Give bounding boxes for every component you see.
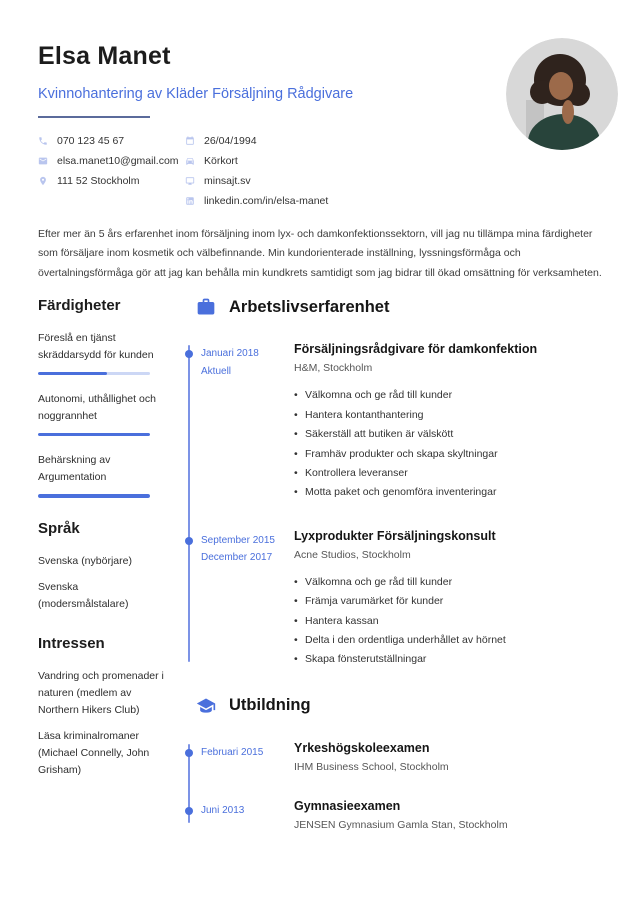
skill-label: Föreslå en tjänst skräddarsydd för kunden xyxy=(38,332,154,362)
skills-heading: Färdigheter xyxy=(38,297,121,315)
entry-date-start: Februari 2015 xyxy=(201,746,264,758)
location-icon xyxy=(38,176,48,186)
timeline-dot xyxy=(185,350,193,358)
person-name: Elsa Manet xyxy=(38,42,171,70)
skill-bar xyxy=(38,494,150,498)
entry-organization: JENSEN Gymnasium Gamla Stan, Stockholm xyxy=(294,818,508,831)
entry-dates xyxy=(201,342,294,503)
experience-entry xyxy=(188,342,610,503)
entry-date-start: Januari 2018 xyxy=(201,348,259,360)
main-content xyxy=(188,297,610,857)
contact-column-2 xyxy=(185,135,328,207)
bullet-item: • Säkerställ att butiken är välskött xyxy=(294,425,610,444)
entry-date-end: Aktuell xyxy=(201,365,232,377)
contact-info xyxy=(38,135,610,207)
contact-text: Körkort xyxy=(204,155,238,167)
education-entry xyxy=(188,799,610,831)
bullet-item: • Skapa fönsterutställningar xyxy=(294,650,610,669)
bullet-item: • Kontrollera leveranser xyxy=(294,464,610,483)
education-section-header xyxy=(196,696,610,716)
experience-section-title: Arbetslivserfarenhet xyxy=(229,297,390,316)
graduation-cap-icon xyxy=(196,696,216,716)
contact-column-1 xyxy=(38,135,185,207)
contact-text: elsa.manet10@gmail.com xyxy=(57,155,179,167)
skill-label: Autonomi, uthållighet och noggrannhet xyxy=(38,393,156,423)
bullet-item: • Framhäv produkter och skapa skyltningar xyxy=(294,445,610,464)
entry-content xyxy=(294,799,610,831)
phone-icon xyxy=(38,136,48,146)
entry-date-start: September 2015 xyxy=(201,534,275,546)
bullet-item: • Hantera kassan xyxy=(294,612,610,631)
skill-bar xyxy=(38,372,150,376)
sidebar xyxy=(38,297,188,800)
entry-content xyxy=(294,741,610,773)
contact-text: 26/04/1994 xyxy=(204,135,257,147)
entry-role: Gymnasieexamen xyxy=(294,798,401,813)
bullet-item: • Välkomna och ge råd till kunder xyxy=(294,386,610,405)
car-icon xyxy=(185,156,195,166)
skill-item xyxy=(38,330,172,375)
entry-bullets xyxy=(294,573,610,670)
entry-dates xyxy=(201,799,294,831)
skill-item xyxy=(38,391,172,436)
timeline-dot xyxy=(185,807,193,815)
skill-bar xyxy=(38,433,150,437)
website-icon xyxy=(185,176,195,186)
contact-item xyxy=(38,135,185,147)
bullet-item: • Motta paket och genomföra inventeringar xyxy=(294,483,610,502)
entry-bullets xyxy=(294,386,610,503)
entry-dates xyxy=(201,741,294,773)
bullet-item: • Delta i den ordentliga underhållet av hörnet xyxy=(294,631,610,650)
experience-section-header xyxy=(196,297,610,317)
entry-date-end: December 2017 xyxy=(201,552,273,564)
entry-date-start: Juni 2013 xyxy=(201,804,245,816)
experience-entry xyxy=(188,529,610,670)
person-title: Kvinnohantering av Kläder Försäljning Rådgivare xyxy=(38,86,354,102)
contact-text: minsajt.sv xyxy=(204,175,251,187)
bullet-item: • Välkomna och ge råd till kunder xyxy=(294,573,610,592)
contact-text: 070 123 45 67 xyxy=(57,135,125,147)
interest-item: Läsa kriminalromaner (Michael Connelly, John Grisham) xyxy=(38,730,150,776)
contact-text: linkedin.com/in/elsa-manet xyxy=(204,195,329,207)
profile-summary: Efter mer än 5 års erfarenhet inom försäljning inom lyx- och damkonfektionssektorn, vill jag nu tillämpa mina färdigheter som försäljare inom kosmetik och välbefinnande. Min kundorienterade inställning, lyssningsförmåga och övertalningsförmåga gör att jag kan behålla min kundkrets samtidigt som jag bidrar till ökad omsättning för verksamheten. xyxy=(38,228,602,279)
languages-list xyxy=(38,553,172,613)
interests-section xyxy=(38,635,172,779)
contact-item xyxy=(38,155,185,167)
entry-organization: H&M, Stockholm xyxy=(294,362,373,375)
skill-bar-fill xyxy=(38,494,150,498)
profile-photo xyxy=(506,38,618,150)
language-item: Svenska (nybörjare) xyxy=(38,554,132,567)
contact-item xyxy=(185,155,328,167)
entry-role: Lyxprodukter Försäljningskonsult xyxy=(294,528,496,543)
skills-list xyxy=(38,330,172,497)
linkedin-icon xyxy=(185,196,195,206)
timeline-dot xyxy=(185,537,193,545)
contact-item xyxy=(185,175,328,187)
timeline-dot xyxy=(185,749,193,757)
entry-role: Försäljningsrådgivare för damkonfektion xyxy=(294,342,538,357)
contact-text: 111 52 Stockholm xyxy=(57,175,140,187)
skill-item xyxy=(38,452,172,497)
skill-label: Behärskning av Argumentation xyxy=(38,454,111,484)
languages-heading: Språk xyxy=(38,519,80,537)
contact-item xyxy=(38,175,185,187)
skill-bar-fill xyxy=(38,433,150,437)
main-columns xyxy=(38,297,610,857)
entry-content xyxy=(294,529,610,670)
email-icon xyxy=(38,156,48,166)
education-timeline xyxy=(188,741,610,831)
entry-role: Yrkeshögskoleexamen xyxy=(294,740,430,755)
entry-dates xyxy=(201,529,294,670)
education-entry xyxy=(188,741,610,773)
calendar-icon xyxy=(185,136,195,146)
entry-organization: Acne Studios, Stockholm xyxy=(294,548,411,561)
contact-item xyxy=(185,195,328,207)
entry-content xyxy=(294,342,610,503)
education-section-title: Utbildning xyxy=(229,696,311,715)
title-divider xyxy=(38,116,150,118)
entry-organization: IHM Business School, Stockholm xyxy=(294,760,449,773)
interests-list xyxy=(38,668,172,779)
experience-timeline xyxy=(188,342,610,670)
bullet-item: • Främja varumärket för kunder xyxy=(294,592,610,611)
interest-item: Vandring och promenader i naturen (medlem av Northern Hikers Club) xyxy=(38,669,164,716)
skill-bar-fill xyxy=(38,372,107,376)
skills-section xyxy=(38,297,172,497)
language-item: Svenska (modersmålstalare) xyxy=(38,581,129,611)
profile-photo-graphic xyxy=(506,38,618,150)
bullet-item: • Hantera kontanthantering xyxy=(294,406,610,425)
interests-heading: Intressen xyxy=(38,634,105,652)
contact-item xyxy=(185,135,328,147)
briefcase-icon xyxy=(196,297,216,317)
languages-section xyxy=(38,520,172,613)
